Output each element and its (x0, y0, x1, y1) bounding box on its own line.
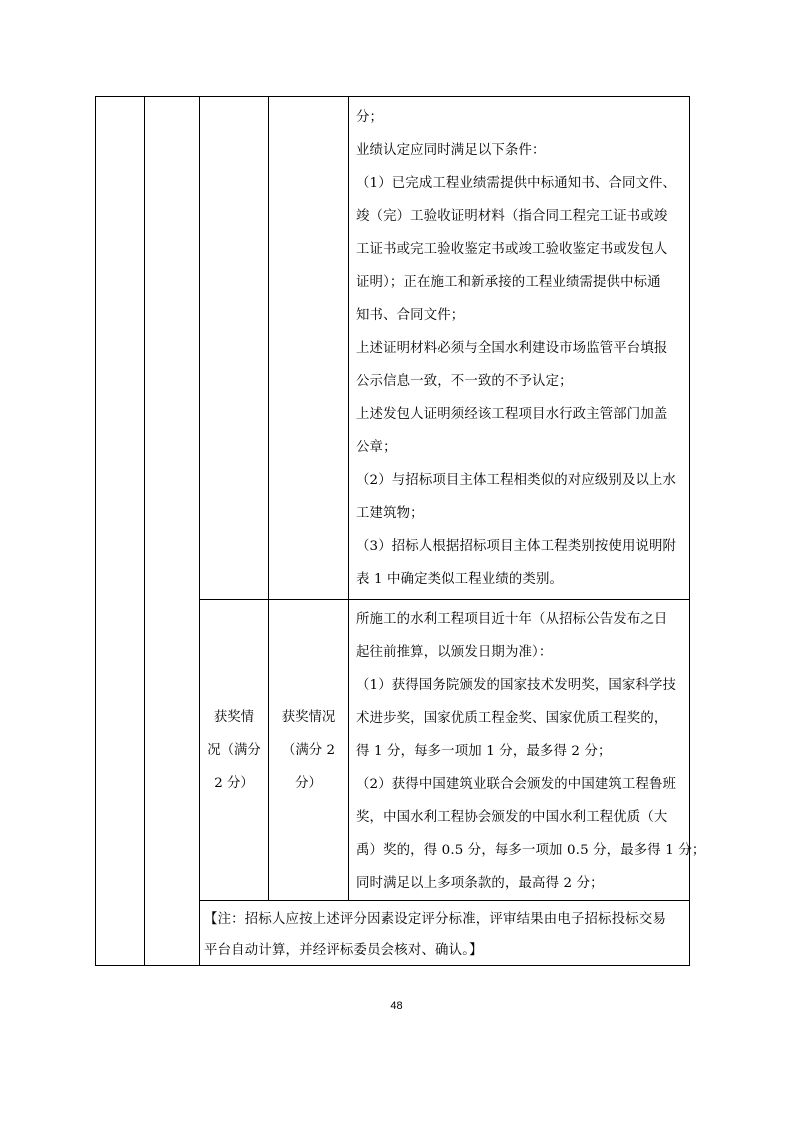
criteria-line: 表 1 中确定类似工程业绩的类别。 (356, 572, 564, 587)
page-number: 48 (390, 1000, 403, 1012)
criteria-line: 公章； (356, 440, 397, 455)
criteria-line: 上述发包人证明须经该工程项目水行政主管部门加盖 (356, 407, 668, 422)
criteria-line: 分； (356, 110, 384, 125)
criteria-line: 竣（完）工验收证明材料（指合同工程完工证书或竣 (356, 209, 668, 224)
criteria-line: 工证书或完工验收鉴定书或竣工验收鉴定书或发包人 (356, 242, 668, 257)
award-subfactor-line: 获奖情况 (281, 710, 336, 725)
row-divider-1 (199, 599, 690, 600)
award-criteria-line: 奖，中国水利工程协会颁发的中国水利工程优质（大 (356, 810, 668, 825)
award-factor-line: 获奖情 (213, 710, 255, 725)
criteria-line: 公示信息一致，不一致的不予认定； (356, 374, 573, 389)
award-criteria-line: 术进步奖，国家优质工程金奖、国家优质工程奖的， (356, 711, 668, 726)
award-criteria-line: 起往前推算，以颁发日期为准）： (356, 645, 553, 660)
award-criteria-line: 同时满足以上多项条款的，最高得 2 分； (356, 876, 604, 891)
criteria-line: 业绩认定应同时满足以下条件： (356, 143, 546, 158)
criteria-line: （2）与招标项目主体工程相类似的对应级别及以上水 (356, 473, 677, 488)
award-criteria-line: 禹）奖的，得 0.5 分，每多一项加 0.5 分，最多得 1 分； (356, 843, 706, 858)
criteria-line: 工建筑物； (356, 506, 424, 521)
criteria-line: 证明）；正在施工和新承接的工程业绩需提供中标通 (356, 275, 661, 290)
award-criteria-line: 所施工的水利工程项目近十年（从招标公告发布之日 (356, 612, 668, 627)
col-divider-2 (199, 96, 200, 966)
criteria-line: （3）招标人根据招标项目主体工程类别按使用说明附 (356, 539, 677, 554)
award-criteria-line: 得 1 分，每多一项加 1 分，最多得 2 分； (356, 744, 612, 759)
criteria-line: 知书、合同文件； (356, 308, 465, 323)
note-line: 【注：招标人应按上述评分因素设定评分标准，评审结果由电子招标投标交易 (204, 912, 667, 927)
table-top-border (95, 96, 690, 97)
criteria-line: （1）已完成工程业绩需提供中标通知书、合同文件、 (356, 176, 677, 191)
criteria-line: 上述证明材料必须与全国水利建设市场监管平台填报 (356, 341, 668, 356)
award-criteria-line: （1）获得国务院颁发的国家技术发明奖，国家科学技 (356, 678, 677, 693)
col-divider-1 (144, 96, 145, 966)
award-subfactor-line: （满分 2 (282, 743, 335, 758)
table-left-border (95, 96, 96, 966)
award-subfactor-line: 分） (295, 776, 322, 791)
award-criteria-line: （2）获得中国建筑业联合会颁发的中国建筑工程鲁班 (356, 777, 677, 792)
award-factor-line: 2 分） (214, 776, 254, 791)
award-factor-line: 况（满分 (207, 743, 261, 758)
row-divider-2 (199, 900, 690, 901)
note-line: 平台自动计算，并经评标委员会核对、确认。】 (204, 943, 483, 958)
